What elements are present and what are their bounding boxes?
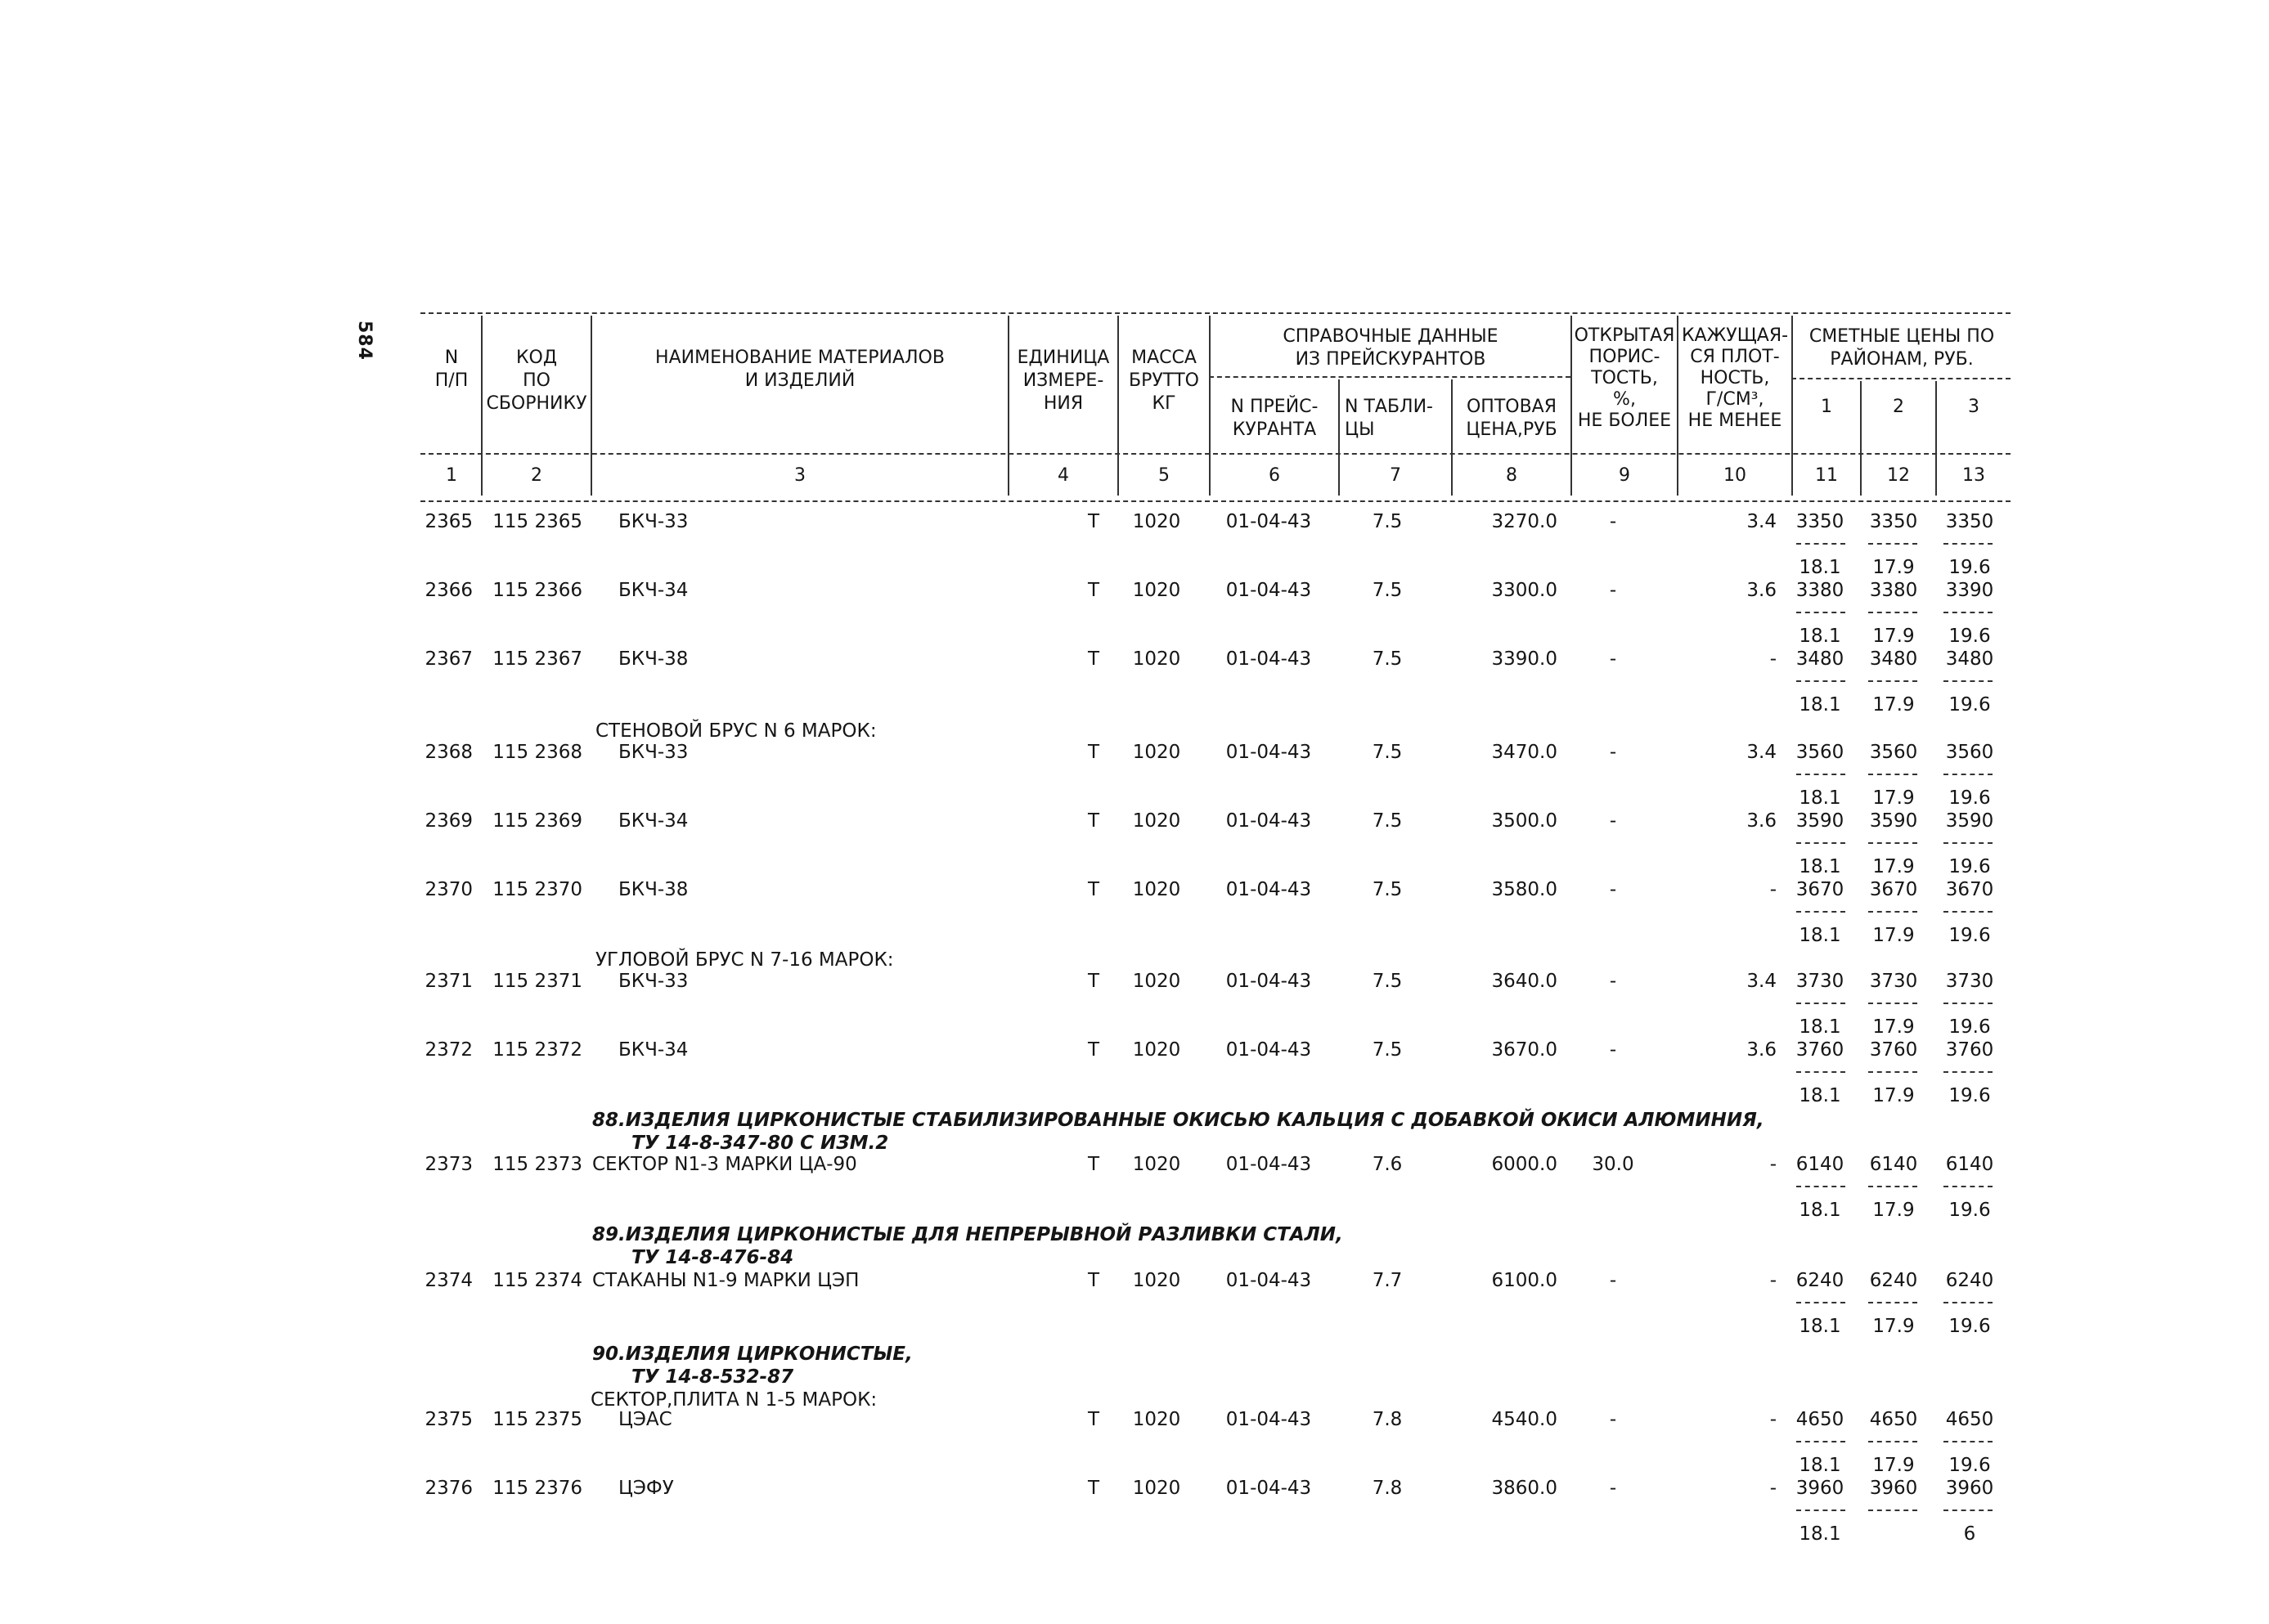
cell-p2: 3590 [1869,810,1918,832]
cell-p2: 3960 [1869,1478,1918,1499]
fraction-line [1796,1510,1845,1511]
fraction-line [1868,774,1917,775]
cell-p3: 6240 [1945,1270,1994,1291]
fraction-line [1796,1071,1845,1073]
cell-porosity: - [1609,810,1617,832]
cell-p3: 3480 [1945,648,1994,670]
header-group-prices: СМЕТНЫЕ ЦЕНЫ ПО РАЙОНАМ, РУБ. [1808,326,1995,370]
fraction-line [1943,1003,1993,1004]
cell-s1: 18.1 [1799,1016,1841,1038]
cell-p2: 6240 [1869,1270,1918,1291]
fraction-line [1943,680,1993,682]
cell-name: БКЧ-33 [618,971,689,992]
header-col-mass: МАССА БРУТТО КГ [1129,348,1199,414]
header-col-region3: 3 [1968,397,1979,417]
cell-table: 7.5 [1372,879,1403,900]
cell-p2: 6140 [1869,1154,1918,1175]
cell-s3: 19.6 [1948,1316,1991,1337]
fraction-line [1943,1186,1993,1187]
cell-density: 3.4 [1746,971,1777,992]
cell-p1: 3960 [1795,1478,1844,1499]
cell-s3: 19.6 [1948,557,1991,578]
page-number: 584 [354,321,375,361]
cell-p1: 3480 [1795,648,1844,670]
header-number: 6 [1269,465,1280,486]
header-number: 12 [1887,465,1910,486]
cell-code: 115 2373 [492,1154,582,1175]
cell-code: 115 2374 [492,1270,582,1291]
subheading: СЕКТОР,ПЛИТА N 1-5 МАРОК: [591,1389,878,1411]
cell-s1: 18.1 [1799,694,1841,716]
header-number: 1 [446,465,457,486]
cell-code: 115 2370 [492,879,582,900]
cell-p2: 3670 [1869,879,1918,900]
cell-s1: 18.1 [1799,626,1841,647]
cell-n: 2366 [425,580,473,601]
cell-p2: 3560 [1869,742,1918,763]
section-spec-88: ТУ 14-8-347-80 С ИЗМ.2 [631,1133,889,1154]
cell-s2: 17.9 [1872,694,1915,716]
header-col-region1: 1 [1821,397,1832,417]
header-col-density: КАЖУЩАЯ- СЯ ПЛОТ- НОСТЬ, Г/СМ³, НЕ МЕНЕЕ [1681,325,1789,431]
cell-p3: 3730 [1945,971,1994,992]
cell-name: БКЧ-38 [618,879,689,900]
cell-density: - [1769,1478,1777,1499]
header-number: 13 [1962,465,1985,486]
cell-p1: 3350 [1795,511,1844,532]
cell-table: 7.5 [1372,580,1403,601]
cell-mass: 1020 [1132,1154,1181,1175]
cell-mass: 1020 [1132,879,1181,900]
cell-p1: 3670 [1795,879,1844,900]
cell-mass: 1020 [1132,810,1181,832]
cell-mass: 1020 [1132,971,1181,992]
cell-s1: 18.1 [1799,1085,1841,1106]
header-col-unit: ЕДИНИЦА ИЗМЕРЕ- НИЯ [1017,348,1110,414]
cell-s1: 18.1 [1799,787,1841,809]
cell-p3: 3670 [1945,879,1994,900]
fraction-line [1796,1003,1845,1004]
cell-s3: 19.6 [1948,694,1991,716]
fraction-line [1868,612,1917,613]
fraction-line [1943,1302,1993,1303]
fraction-line [1868,680,1917,682]
cell-name: БКЧ-34 [618,580,689,601]
cell-n: 2370 [425,879,473,900]
cell-s2: 17.9 [1872,856,1915,877]
cell-unit: Т [1087,648,1099,670]
fraction-line [1943,1441,1993,1442]
header-group-reference: СПРАВОЧНЫЕ ДАННЫЕ ИЗ ПРЕЙСКУРАНТОВ [1283,326,1498,370]
cell-table: 7.5 [1372,648,1403,670]
cell-wholesale: 3390.0 [1491,648,1557,670]
cell-wholesale: 3270.0 [1491,511,1557,532]
cell-unit: Т [1087,1409,1099,1430]
header-number: 5 [1158,465,1170,486]
cell-porosity: - [1609,971,1617,992]
cell-mass: 1020 [1132,648,1181,670]
header-col-number: N П/П [434,348,469,391]
cell-mass: 1020 [1132,742,1181,763]
header-number: 2 [531,465,542,486]
fraction-line [1796,842,1845,844]
cell-p2: 3760 [1869,1039,1918,1061]
cell-code: 115 2365 [492,511,582,532]
cell-code: 115 2376 [492,1478,582,1499]
cell-price_list: 01-04-43 [1225,1154,1312,1175]
cell-n: 2371 [425,971,473,992]
cell-p2: 3730 [1869,971,1918,992]
cell-code: 115 2367 [492,648,582,670]
cell-price_list: 01-04-43 [1225,1039,1312,1061]
section-heading-88: 88.ИЗДЕЛИЯ ЦИРКОНИСТЫЕ СТАБИЛИЗИРОВАННЫЕ ОКИСЬЮ КАЛЬЦИЯ С ДОБАВКОЙ ОКИСИ АЛЮМИНИЯ, [592,1110,1764,1131]
fraction-line [1796,1186,1845,1187]
cell-price_list: 01-04-43 [1225,511,1312,532]
cell-unit: Т [1087,511,1099,532]
cell-wholesale: 6100.0 [1491,1270,1557,1291]
cell-p2: 4650 [1869,1409,1918,1430]
cell-mass: 1020 [1132,1409,1181,1430]
header-number: 11 [1815,465,1838,486]
cell-table: 7.5 [1372,971,1403,992]
cell-s1: 18.1 [1799,557,1841,578]
cell-mass: 1020 [1132,1270,1181,1291]
cell-p1: 3560 [1795,742,1844,763]
cell-density: 3.4 [1746,511,1777,532]
cell-p3: 3350 [1945,511,1994,532]
cell-table: 7.6 [1372,1154,1403,1175]
cell-s2: 17.9 [1872,626,1915,647]
cell-s2: 17.9 [1872,1316,1915,1337]
cell-s2: 17.9 [1872,1455,1915,1476]
cell-s1: 18.1 [1799,1200,1841,1221]
cell-s1: 18.1 [1799,925,1841,946]
cell-wholesale: 3500.0 [1491,810,1557,832]
cell-s1: 18.1 [1799,856,1841,877]
section-spec-89: ТУ 14-8-476-84 [631,1247,794,1268]
cell-mass: 1020 [1132,580,1181,601]
cell-porosity: - [1609,879,1617,900]
fraction-line [1943,612,1993,613]
fraction-line [1943,774,1993,775]
cell-porosity: - [1609,1478,1617,1499]
cell-s3: 19.6 [1948,1085,1991,1106]
fraction-line [1943,1071,1993,1073]
fraction-line [1868,1510,1917,1511]
cell-density: - [1769,879,1777,900]
cell-s3: 19.6 [1948,1455,1991,1476]
cell-name: БКЧ-34 [618,810,689,832]
cell-unit: Т [1087,1270,1099,1291]
fraction-line [1796,680,1845,682]
cell-name: ЦЭФУ [618,1478,674,1499]
cell-porosity: - [1609,742,1617,763]
cell-s3: 6 [1963,1523,1976,1545]
cell-density: - [1769,648,1777,670]
cell-density: 3.6 [1746,1039,1777,1061]
fraction-line [1868,842,1917,844]
cell-wholesale: 3860.0 [1491,1478,1557,1499]
cell-price_list: 01-04-43 [1225,1270,1312,1291]
cell-name: ЦЭАС [618,1409,672,1430]
cell-n: 2368 [425,742,473,763]
cell-density: 3.4 [1746,742,1777,763]
fraction-line [1943,842,1993,844]
fraction-line [1868,911,1917,913]
header-col-name: НАИМЕНОВАНИЕ МАТЕРИАЛОВ И ИЗДЕЛИЙ [655,348,945,391]
cell-n: 2372 [425,1039,473,1061]
cell-price_list: 01-04-43 [1225,1478,1312,1499]
cell-code: 115 2368 [492,742,582,763]
cell-unit: Т [1087,879,1099,900]
cell-name: СЕКТОР N1-3 МАРКИ ЦА-90 [592,1154,857,1175]
fraction-line [1868,1441,1917,1442]
cell-name: БКЧ-33 [618,511,689,532]
cell-wholesale: 4540.0 [1491,1409,1557,1430]
cell-price_list: 01-04-43 [1225,810,1312,832]
cell-wholesale: 3670.0 [1491,1039,1557,1061]
cell-p2: 3480 [1869,648,1918,670]
cell-p1: 3760 [1795,1039,1844,1061]
cell-wholesale: 3640.0 [1491,971,1557,992]
cell-price_list: 01-04-43 [1225,1409,1312,1430]
fraction-line [1796,612,1845,613]
header-col-price-list: N ПРЕЙС- КУРАНТА [1230,397,1319,440]
cell-s1: 18.1 [1799,1455,1841,1476]
cell-p1: 3380 [1795,580,1844,601]
cell-density: 3.6 [1746,580,1777,601]
cell-table: 7.7 [1372,1270,1403,1291]
cell-unit: Т [1087,1039,1099,1061]
header-number: 10 [1723,465,1746,486]
cell-table: 7.5 [1372,742,1403,763]
cell-code: 115 2371 [492,971,582,992]
cell-name: БКЧ-34 [618,1039,689,1061]
cell-p2: 3380 [1869,580,1918,601]
cell-s2: 17.9 [1872,1200,1915,1221]
header-col-code: КОД ПО СБОРНИКУ [486,348,587,414]
cell-table: 7.5 [1372,810,1403,832]
header-number: 3 [794,465,806,486]
fraction-line [1868,1071,1917,1073]
cell-price_list: 01-04-43 [1225,580,1312,601]
cell-s3: 19.6 [1948,1200,1991,1221]
cell-p3: 3390 [1945,580,1994,601]
cell-n: 2365 [425,511,473,532]
header-col-porosity: ОТКРЫТАЯ ПОРИС- ТОСТЬ, %, НЕ БОЛЕЕ [1574,325,1675,431]
cell-wholesale: 3470.0 [1491,742,1557,763]
header-number: 9 [1619,465,1630,486]
section-spec-90: ТУ 14-8-532-87 [631,1366,794,1388]
section-heading-90: 90.ИЗДЕЛИЯ ЦИРКОНИСТЫЕ, [592,1344,913,1365]
cell-name: СТАКАНЫ N1-9 МАРКИ ЦЭП [592,1270,860,1291]
fraction-line [1943,911,1993,913]
cell-s3: 19.6 [1948,856,1991,877]
cell-density: - [1769,1154,1777,1175]
cell-p1: 3730 [1795,971,1844,992]
header-number: 7 [1390,465,1401,486]
cell-p1: 6240 [1795,1270,1844,1291]
cell-table: 7.5 [1372,511,1403,532]
cell-porosity: - [1609,1409,1617,1430]
cell-p2: 3350 [1869,511,1918,532]
cell-s1: 18.1 [1799,1523,1841,1545]
cell-porosity: 30.0 [1592,1154,1634,1175]
cell-unit: Т [1087,580,1099,601]
cell-s2: 17.9 [1872,557,1915,578]
cell-n: 2367 [425,648,473,670]
cell-table: 7.5 [1372,1039,1403,1061]
cell-s3: 19.6 [1948,925,1991,946]
header-number: 4 [1058,465,1069,486]
cell-s3: 19.6 [1948,1016,1991,1038]
subheading: СТЕНОВОЙ БРУС N 6 МАРОК: [595,720,877,742]
subheading: УГЛОВОЙ БРУС N 7-16 МАРОК: [595,949,894,971]
cell-s2: 17.9 [1872,1016,1915,1038]
cell-p1: 6140 [1795,1154,1844,1175]
cell-unit: Т [1087,971,1099,992]
fraction-line [1796,911,1845,913]
fraction-line [1943,1510,1993,1511]
cell-code: 115 2366 [492,580,582,601]
fraction-line [1943,543,1993,545]
cell-price_list: 01-04-43 [1225,879,1312,900]
cell-p3: 6140 [1945,1154,1994,1175]
cell-p3: 3760 [1945,1039,1994,1061]
cell-p3: 3960 [1945,1478,1994,1499]
cell-s3: 19.6 [1948,626,1991,647]
cell-unit: Т [1087,1478,1099,1499]
cell-s2: 17.9 [1872,1085,1915,1106]
cell-wholesale: 3580.0 [1491,879,1557,900]
cell-porosity: - [1609,511,1617,532]
cell-porosity: - [1609,1039,1617,1061]
cell-code: 115 2372 [492,1039,582,1061]
cell-s1: 18.1 [1799,1316,1841,1337]
fraction-line [1868,1186,1917,1187]
cell-wholesale: 3300.0 [1491,580,1557,601]
cell-table: 7.8 [1372,1478,1403,1499]
cell-name: БКЧ-38 [618,648,689,670]
cell-p3: 3560 [1945,742,1994,763]
cell-mass: 1020 [1132,511,1181,532]
cell-price_list: 01-04-43 [1225,971,1312,992]
cell-s3: 19.6 [1948,787,1991,809]
cell-s2: 17.9 [1872,787,1915,809]
fraction-line [1868,543,1917,545]
cell-wholesale: 6000.0 [1491,1154,1557,1175]
section-heading-89: 89.ИЗДЕЛИЯ ЦИРКОНИСТЫЕ ДЛЯ НЕПРЕРЫВНОЙ РАЗЛИВКИ СТАЛИ, [592,1224,1343,1245]
cell-p3: 4650 [1945,1409,1994,1430]
cell-n: 2374 [425,1270,473,1291]
fraction-line [1796,1302,1845,1303]
cell-mass: 1020 [1132,1478,1181,1499]
cell-s2: 17.9 [1872,925,1915,946]
cell-p3: 3590 [1945,810,1994,832]
fraction-line [1796,774,1845,775]
cell-unit: Т [1087,1154,1099,1175]
cell-porosity: - [1609,1270,1617,1291]
header-col-wholesale: ОПТОВАЯ ЦЕНА,РУБ [1466,397,1557,440]
cell-p1: 3590 [1795,810,1844,832]
cell-code: 115 2369 [492,810,582,832]
cell-unit: Т [1087,810,1099,832]
header-col-region2: 2 [1893,397,1904,417]
cell-density: - [1769,1409,1777,1430]
cell-density: - [1769,1270,1777,1291]
cell-n: 2376 [425,1478,473,1499]
fraction-line [1796,543,1845,545]
cell-code: 115 2375 [492,1409,582,1430]
cell-name: БКЧ-33 [618,742,689,763]
header-col-table: N ТАБЛИ- ЦЫ [1345,397,1433,440]
cell-price_list: 01-04-43 [1225,648,1312,670]
cell-table: 7.8 [1372,1409,1403,1430]
cell-n: 2369 [425,810,473,832]
fraction-line [1796,1441,1845,1442]
header-number: 8 [1506,465,1517,486]
cell-p1: 4650 [1795,1409,1844,1430]
fraction-line [1868,1003,1917,1004]
fraction-line [1868,1302,1917,1303]
cell-porosity: - [1609,580,1617,601]
cell-density: 3.6 [1746,810,1777,832]
cell-mass: 1020 [1132,1039,1181,1061]
cell-price_list: 01-04-43 [1225,742,1312,763]
cell-n: 2373 [425,1154,473,1175]
cell-porosity: - [1609,648,1617,670]
cell-n: 2375 [425,1409,473,1430]
cell-unit: Т [1087,742,1099,763]
